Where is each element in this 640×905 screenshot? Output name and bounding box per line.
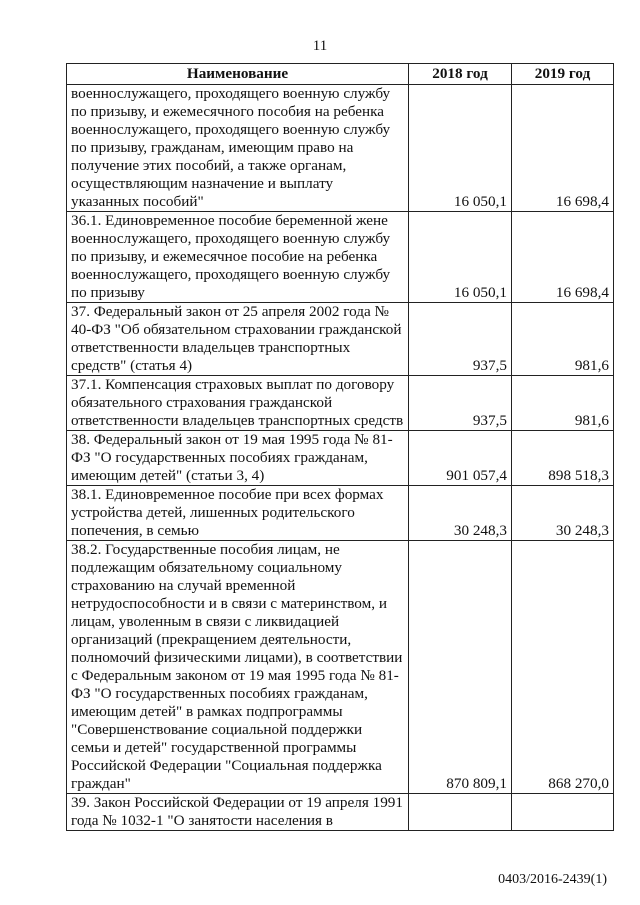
header-2019: 2019 год <box>512 64 614 85</box>
header-2018: 2018 год <box>409 64 512 85</box>
row-value-2019: 898 518,3 <box>512 431 614 486</box>
row-name: 38. Федеральный закон от 19 мая 1995 года № 81-ФЗ "О государственных пособиях гражданам, имеющим детей" (статьи 3, 4) <box>67 431 409 486</box>
row-name: 38.2. Государственные пособия лицам, не подлежащим обязательному социальному страхованию на случай временной нетрудоспособности и в связи с материнством, и лицам, уволенным в связи с ликвидацией организаций (прекращением деятельности, полномочий физическими лицами), в соответствии с Федеральным законом от 19 мая 1995 года № 81-ФЗ "О государственных пособиях гражданам, имеющим детей" в рамках подпрограммы "Совершенствование социальной поддержки семьи и детей" государственной программы Российской Федерации "Социальная поддержка граждан" <box>67 541 409 794</box>
row-value-2019: 981,6 <box>512 376 614 431</box>
row-value-2019: 16 698,4 <box>512 85 614 212</box>
row-value-2019 <box>512 794 614 831</box>
row-name: 39. Закон Российской Федерации от 19 апреля 1991 года № 1032-1 "О занятости населения в <box>67 794 409 831</box>
row-name: 37.1. Компенсация страховых выплат по договору обязательного страхования гражданской ответственности владельцев транспортных средств <box>67 376 409 431</box>
row-name: 37. Федеральный закон от 25 апреля 2002 года № 40-ФЗ "Об обязательном страховании гражданской ответственности владельцев транспортных средств" (статья 4) <box>67 303 409 376</box>
table-header-row <box>67 64 614 85</box>
row-name: 38.1. Единовременное пособие при всех формах устройства детей, лишенных родительского попечения, в семью <box>67 486 409 541</box>
row-value-2019: 16 698,4 <box>512 212 614 303</box>
table-row <box>67 303 614 376</box>
row-value-2019: 868 270,0 <box>512 541 614 794</box>
row-value-2019: 981,6 <box>512 303 614 376</box>
table-row <box>67 486 614 541</box>
row-value-2018: 16 050,1 <box>409 212 512 303</box>
table-row <box>67 212 614 303</box>
table-row <box>67 794 614 831</box>
row-value-2018: 901 057,4 <box>409 431 512 486</box>
table-row <box>67 431 614 486</box>
row-value-2018: 870 809,1 <box>409 541 512 794</box>
budget-table <box>66 63 614 831</box>
row-name: военнослужащего, проходящего военную службу по призыву, и ежемесячного пособия на ребенка военнослужащего, проходящего военную службу по призыву, гражданам, имеющим право на получение этих пособий, а также органам, осуществляющим назначение и выплату указанных пособий" <box>67 85 409 212</box>
row-value-2018: 937,5 <box>409 303 512 376</box>
document-code: 0403/2016-2439(1) <box>498 872 607 887</box>
row-value-2018 <box>409 794 512 831</box>
table-row <box>67 376 614 431</box>
table-row <box>67 85 614 212</box>
row-value-2018: 937,5 <box>409 376 512 431</box>
header-name: Наименование <box>67 64 409 85</box>
row-name: 36.1. Единовременное пособие беременной жене военнослужащего, проходящего военную службу по призыву, и ежемесячное пособие на ребенка военнослужащего, проходящего военную службу по призыву <box>67 212 409 303</box>
row-value-2018: 16 050,1 <box>409 85 512 212</box>
table-row <box>67 541 614 794</box>
row-value-2018: 30 248,3 <box>409 486 512 541</box>
page-number: 11 <box>312 38 328 54</box>
row-value-2019: 30 248,3 <box>512 486 614 541</box>
